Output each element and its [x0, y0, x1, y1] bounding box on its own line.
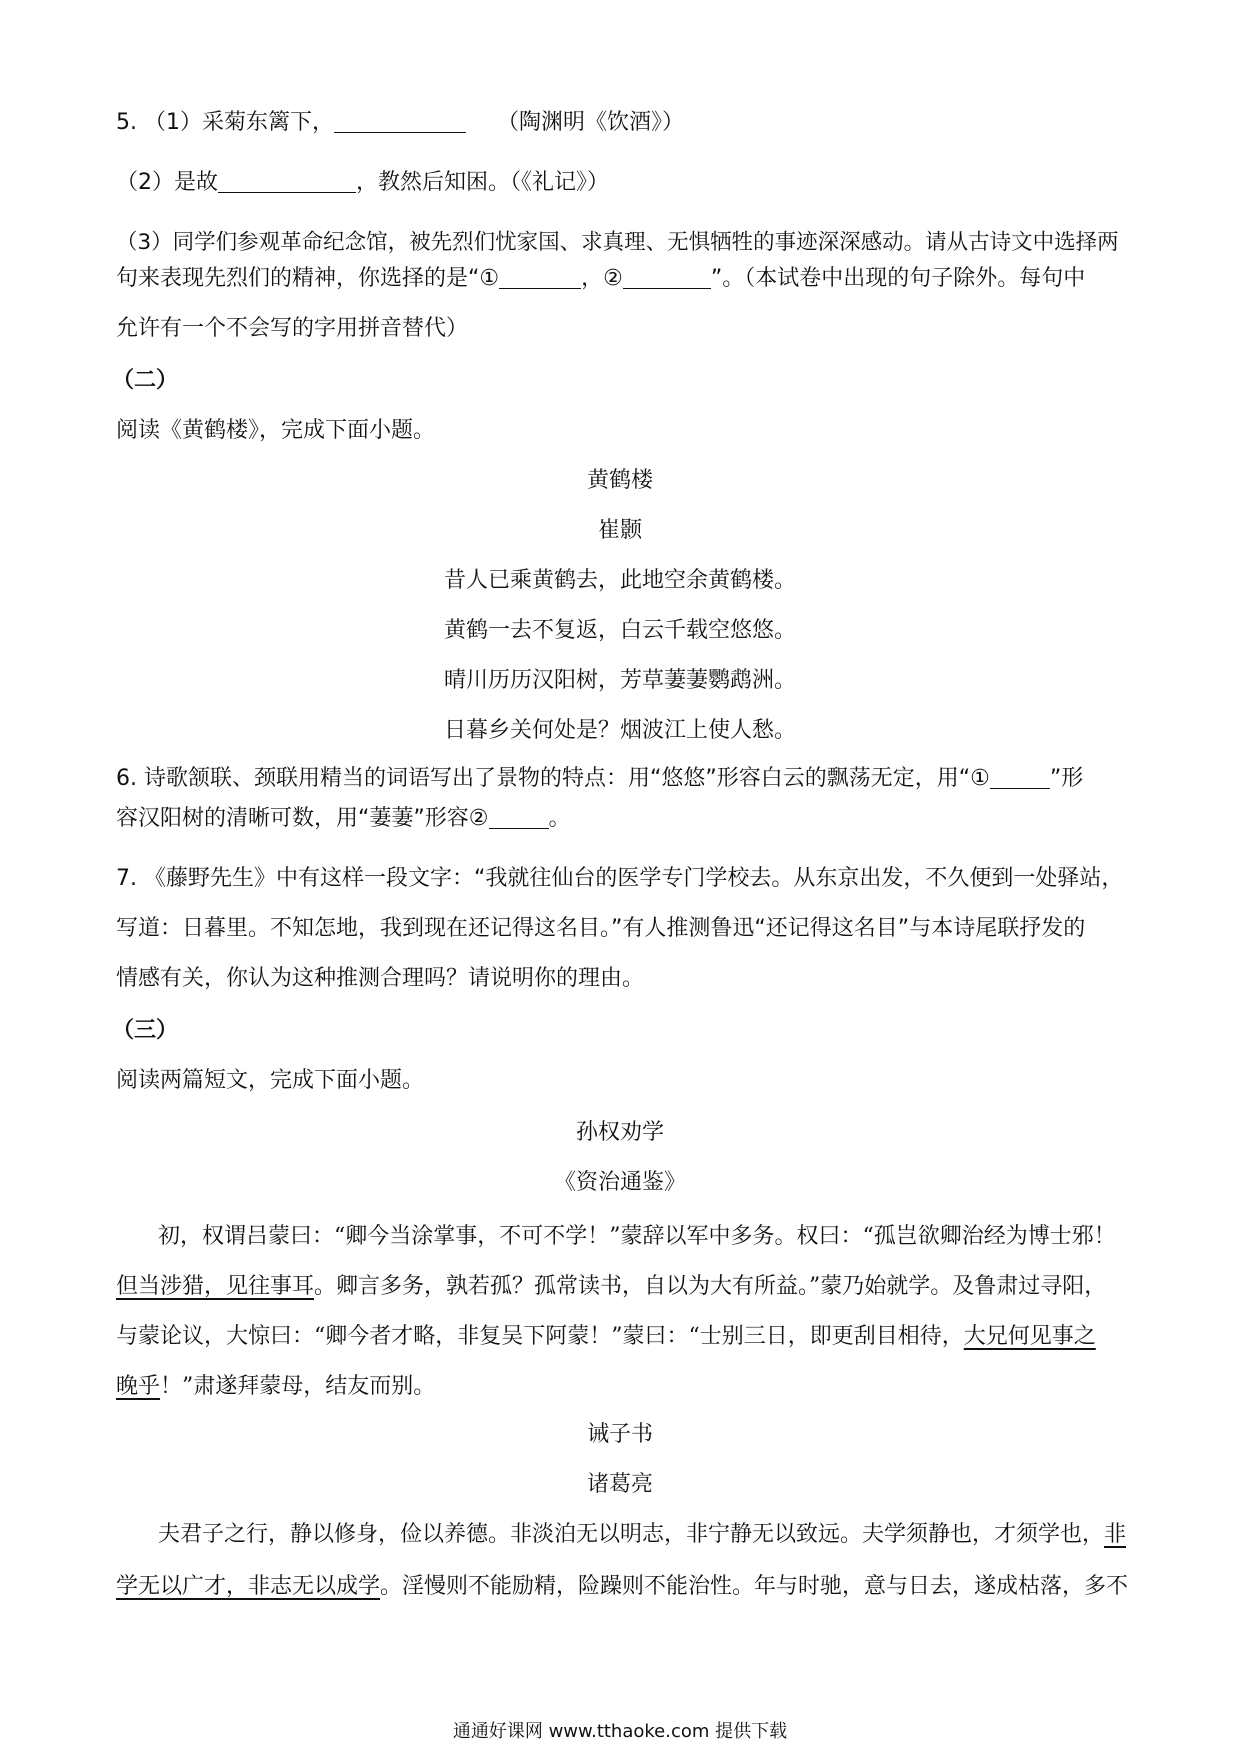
section-3-heading: （三）: [112, 1018, 179, 1043]
q7-line-3: 情感有关，你认为这种推测合理吗？请说明你的理由。: [116, 966, 645, 991]
text1-underlined-sentence-2a: 大兄何见事之: [963, 1324, 1096, 1349]
poem-line-3: 晴川历历汉阳树，芳草萋萋鹦鹉洲。: [443, 668, 796, 693]
text2-line-1-text: 夫君子之行，静以修身，俭以养德。非淡泊无以明志，非宁静无以致远。夫学须静也，才须学也，: [158, 1522, 1105, 1547]
q5-part3-text-a: 句来表现先烈们的精神，你选择的是“①: [116, 266, 500, 291]
q6-blank-1: [990, 766, 1050, 789]
q6-line-1: [116, 764, 1083, 794]
poem-line-4: 日暮乡关何处是？烟波江上使人愁。: [443, 718, 796, 743]
q5-part2-text-a: （2）是故: [116, 170, 218, 195]
q5-line-2: [116, 168, 609, 198]
text2-line-2-rest: 。淫慢则不能励精，险躁则不能治性。年与时驰，意与日去，遂成枯落，多不: [380, 1574, 1129, 1599]
q5-part2-blank: [218, 170, 356, 193]
text1-line-2-rest: 。卿言多务，孰若孤？孤常读书，自以为大有所益。”蒙乃始就学。及鲁肃过寻阳，: [314, 1274, 1107, 1299]
q5-part1-blank: [334, 110, 466, 133]
poem-author: 崔颢: [597, 518, 642, 543]
text1-underlined-sentence-2b: 晚乎: [116, 1374, 161, 1399]
q7-line-2: 写道：日暮里。不知怎地，我到现在还记得这名目。”有人推测鲁迅“还记得这名目”与本诗尾联抒发的: [116, 916, 1086, 941]
text2-underlined-a: 非: [1104, 1522, 1127, 1547]
q5-line-5: 允许有一个不会写的字用拼音替代）: [116, 316, 469, 341]
text1-line-4-rest: ！”肃遂拜蒙母，结友而别。: [160, 1374, 436, 1399]
poem-line-2: 黄鹤一去不复返，白云千载空悠悠。: [443, 618, 796, 643]
text1-line-4: [116, 1372, 435, 1402]
q5-part1-text: 5. （1）采菊东篱下，: [116, 110, 334, 135]
text2-author: 诸葛亮: [586, 1472, 653, 1497]
footer-watermark: 通通好课网 www.tthaoke.com 提供下载: [452, 1721, 788, 1742]
text1-title: 孙权劝学: [575, 1120, 664, 1145]
q6-text-b: ”形: [1049, 766, 1084, 791]
text1-underlined-sentence-1: 但当涉猎，见往事耳: [116, 1274, 315, 1299]
q6-line-2: [116, 804, 571, 834]
poem-title: 黄鹤楼: [586, 468, 653, 493]
text1-source: 《资治通鉴》: [553, 1170, 686, 1195]
q5-part3-text-c: ”。（本试卷中出现的句子除外。每句中: [710, 266, 1086, 291]
q5-blank-1: [499, 266, 581, 289]
q5-line-1: [116, 108, 684, 138]
section-3-instruction: 阅读两篇短文，完成下面小题。: [116, 1068, 425, 1093]
q5-line-3: （3）同学们参观革命纪念馆，被先烈们忧家国、求真理、无惧牺牲的事迹深深感动。请从古诗文中选择两: [116, 230, 1119, 255]
q6-text-c: 容汉阳树的清晰可数，用“萋萋”形容②: [116, 806, 489, 831]
text2-underlined-b: 学无以广才，非志无以成学: [116, 1574, 381, 1599]
section-2-heading: （二）: [112, 368, 179, 393]
text1-line-2: [116, 1272, 1106, 1302]
q6-blank-2: [489, 806, 549, 829]
q5-part3-text-b: ，②: [581, 266, 623, 291]
text1-line-1: 初，权谓吕蒙曰：“卿今当涂掌事，不可不学！”蒙辞以军中多务。权曰：“孤岂欲卿治经为博士邪！: [158, 1224, 1116, 1249]
text1-line-3-text: 与蒙论议，大惊曰：“卿今者才略，非复吴下阿蒙！”蒙曰：“士别三日，即更刮目相待，: [116, 1324, 964, 1349]
text1-line-3: [116, 1322, 1096, 1352]
q5-blank-2: [623, 266, 711, 289]
section-2-instruction: 阅读《黄鹤楼》，完成下面小题。: [116, 418, 436, 443]
q5-part2-text-b: ，教然后知困。（《礼记》）: [356, 170, 610, 195]
poem-line-1: 昔人已乘黄鹤去，此地空余黄鹤楼。: [443, 568, 796, 593]
text2-line-2: [116, 1572, 1128, 1602]
q6-text-d: 。: [548, 806, 571, 831]
q7-line-1: 7. 《藤野先生》中有这样一段文字：“我就往仙台的医学专门学校去。从东京出发，不久便到一处驿站，: [116, 866, 1124, 891]
q5-part1-source: （陶渊明《饮酒》）: [496, 110, 684, 135]
text2-line-1: [158, 1520, 1126, 1550]
text2-title: 诫子书: [586, 1422, 653, 1447]
q5-line-4: [116, 264, 1085, 294]
q6-text-a: 6. 诗歌颔联、颈联用精当的词语写出了景物的特点：用“悠悠”形容白云的飘荡无定，用“①: [116, 766, 990, 791]
